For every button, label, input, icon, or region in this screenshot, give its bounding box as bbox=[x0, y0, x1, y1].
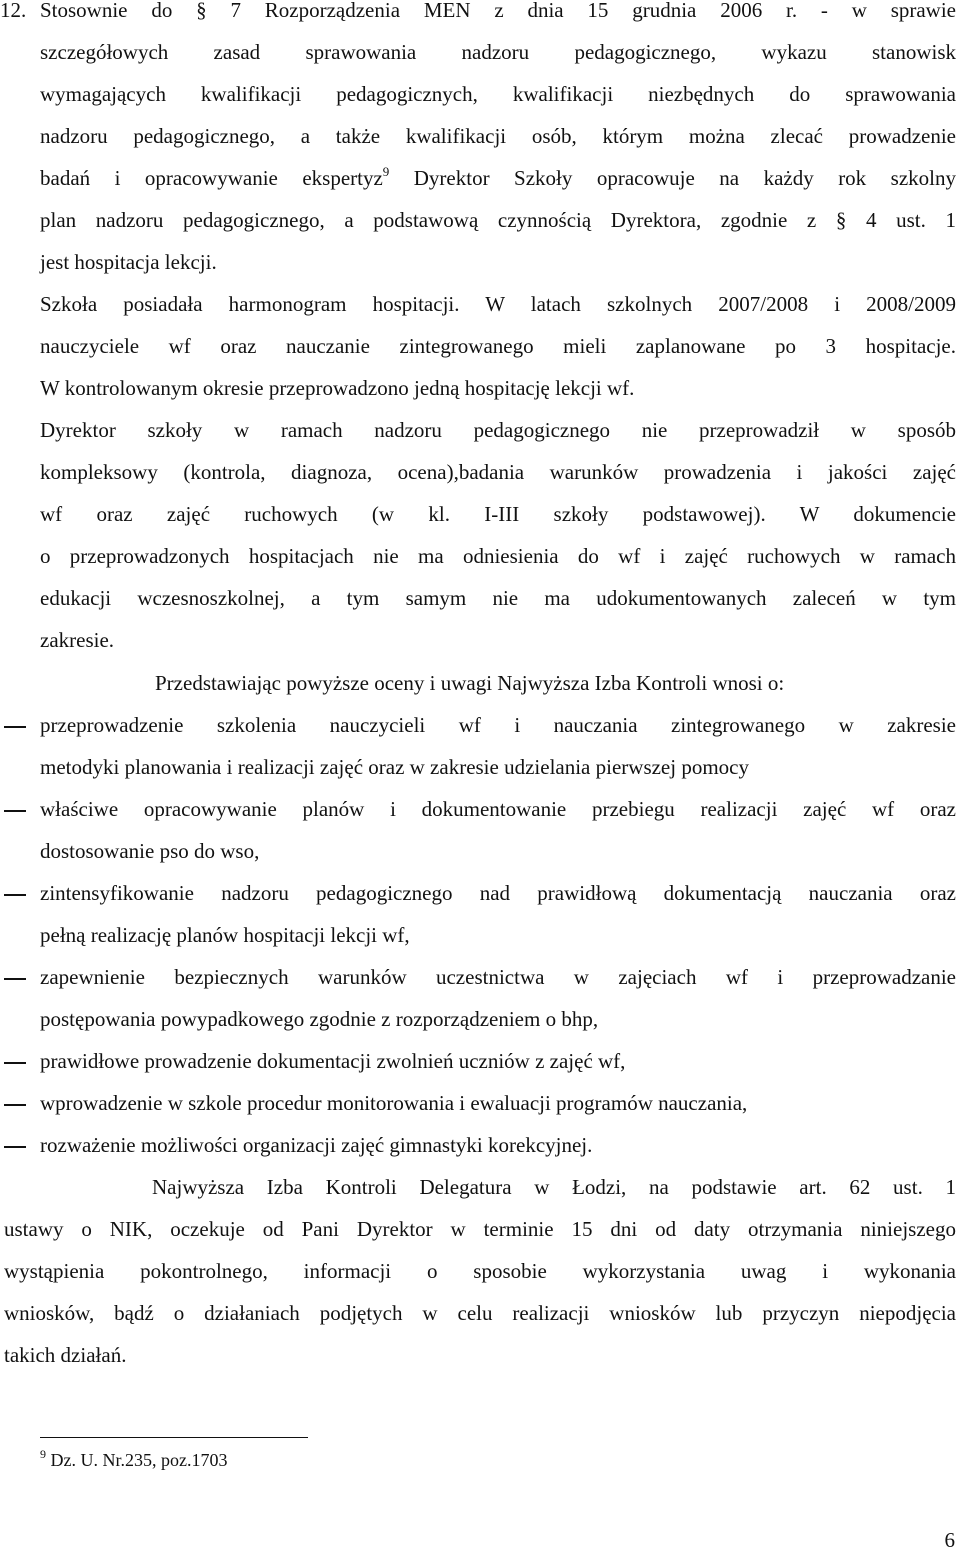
list-item-line: pełną realizację planów hospitacji lekcji wf, bbox=[40, 923, 410, 947]
paragraph-line: wf oraz zajęć ruchowych (w kl. I-III szkoły podstawowej). W dokumencie bbox=[40, 502, 956, 526]
closing-line: Najwyższa Izba Kontroli Delegatura w Łodzi, na podstawie art. 62 ust. 1 bbox=[152, 1175, 956, 1199]
paragraph-line: Stosownie do § 7 Rozporządzenia MEN z dnia 15 grudnia 2006 r. - w sprawie bbox=[40, 0, 956, 22]
list-dash bbox=[4, 978, 26, 980]
list-item-line: właściwe opracowywanie planów i dokumentowanie przebiegu realizacji zajęć wf oraz bbox=[40, 797, 956, 821]
paragraph-line: plan nadzoru pedagogicznego, a podstawową czynnością Dyrektora, zgodnie z § 4 ust. 1 bbox=[40, 208, 956, 232]
closing-line: takich działań. bbox=[4, 1343, 127, 1367]
list-item-line: zapewnienie bezpiecznych warunków uczestnictwa w zajęciach wf i przeprowadzanie bbox=[40, 965, 956, 989]
list-item-line: prawidłowe prowadzenie dokumentacji zwolnień uczniów z zajęć wf, bbox=[40, 1049, 626, 1073]
paragraph-line-with-footnote: badań i opracowywanie ekspertyz$^9$ Dyrektor Szkoły opracowuje na każdy rok szkolny bbox=[40, 164, 956, 190]
list-dash bbox=[4, 1062, 26, 1064]
conclusions-intro: Przedstawiając powyższe oceny i uwagi Najwyższa Izba Kontroli wnosi o: bbox=[155, 671, 785, 695]
paragraph-line: nauczyciele wf oraz nauczanie zintegrowanego mieli zaplanowane po 3 hospitacje. bbox=[40, 334, 956, 358]
list-dash bbox=[4, 726, 26, 728]
paragraph-line: jest hospitacja lekcji. bbox=[40, 250, 217, 274]
paragraph-line: edukacji wczesnoszkolnej, a tym samym nie ma udokumentowanych zaleceń w tym bbox=[40, 586, 956, 610]
paragraph-line: Szkoła posiadała harmonogram hospitacji. W latach szkolnych 2007/2008 i 2008/2009 bbox=[40, 292, 956, 316]
list-item-line: rozważenie możliwości organizacji zajęć gimnastyki korekcyjnej. bbox=[40, 1133, 593, 1157]
list-item-line: dostosowanie pso do wso, bbox=[40, 839, 260, 863]
footnote-separator bbox=[40, 1437, 308, 1438]
list-dash bbox=[4, 1104, 26, 1106]
paragraph-line: szczegółowych zasad sprawowania nadzoru pedagogicznego, wykazu stanowisk bbox=[40, 40, 956, 64]
list-dash bbox=[4, 894, 26, 896]
page-number: 6 bbox=[944, 1528, 955, 1552]
list-dash bbox=[4, 1146, 26, 1148]
closing-line: ustawy o NIK, oczekuje od Pani Dyrektor w terminie 15 dni od daty otrzymania niniejszego bbox=[4, 1217, 956, 1241]
closing-line: wniosków, bądź o działaniach podjętych w celu realizacji wniosków lub przyczyn niepodjęcia bbox=[4, 1301, 956, 1325]
footnote-text: Dz. U. Nr.235, poz.1703 bbox=[50, 1450, 228, 1470]
paragraph-line: nadzoru pedagogicznego, a także kwalifikacji osób, którym można zlecać prowadzenie bbox=[40, 124, 956, 148]
paragraph-line: W kontrolowanym okresie przeprowadzono jedną hospitację lekcji wf. bbox=[40, 376, 635, 400]
list-item-line: metodyki planowania i realizacji zajęć oraz w zakresie udzielania pierwszej pomocy bbox=[40, 755, 749, 779]
footnote-mark: 9 bbox=[40, 1447, 46, 1461]
list-dash bbox=[4, 810, 26, 812]
list-item-line: wprowadzenie w szkole procedur monitorowania i ewaluacji programów nauczania, bbox=[40, 1091, 748, 1115]
footnote bbox=[40, 1448, 227, 1472]
paragraph-line: o przeprowadzonych hospitacjach nie ma odniesienia do wf i zajęć ruchowych w ramach bbox=[40, 544, 956, 568]
list-item-line: zintensyfikowanie nadzoru pedagogicznego nad prawidłową dokumentacją nauczania oraz bbox=[40, 881, 956, 905]
list-item-line: postępowania powypadkowego zgodnie z rozporządzeniem o bhp, bbox=[40, 1007, 599, 1031]
paragraph-line: zakresie. bbox=[40, 628, 115, 652]
paragraph-line: wymagających kwalifikacji pedagogicznych, kwalifikacji niezbędnych do sprawowania bbox=[40, 82, 956, 106]
section-number: 12. bbox=[0, 0, 27, 22]
paragraph-line: Dyrektor szkoły w ramach nadzoru pedagogicznego nie przeprowadził w sposób bbox=[40, 418, 956, 442]
footnote-reference: 9 bbox=[382, 164, 390, 179]
paragraph-line: kompleksowy (kontrola, diagnoza, ocena),badania warunków prowadzenia i jakości zajęć bbox=[40, 460, 956, 484]
list-item-line: przeprowadzenie szkolenia nauczycieli wf i nauczania zintegrowanego w zakresie bbox=[40, 713, 956, 737]
closing-line: wystąpienia pokontrolnego, informacji o sposobie wykorzystania uwag i wykonania bbox=[4, 1259, 956, 1283]
